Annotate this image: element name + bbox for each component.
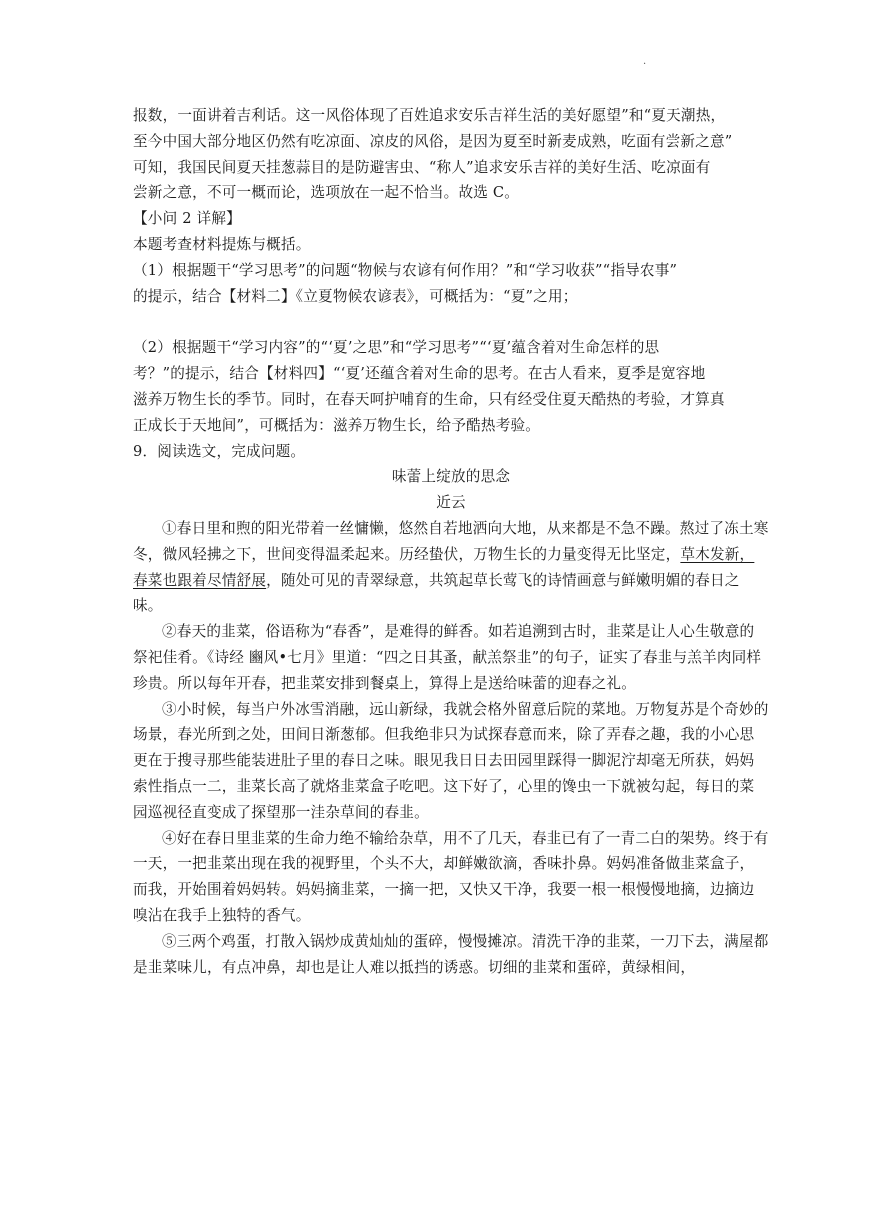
essay-title: 味蕾上绽放的思念 xyxy=(391,468,511,486)
essay-paragraph-5: ⑤三两个鸡蛋，打散入锅炒成黄灿灿的蛋碎，慢慢摊凉。清洗干净的韭菜，一刀下去，满屋都是韭菜味儿，有点冲鼻，却也是让人难以抵挡的诱惑。切细的韭菜和蛋碎，黄绿相间， xyxy=(133,932,769,976)
document-body xyxy=(133,103,769,980)
essay-paragraph-3: ③小时候，每当户外冰雪消融，远山新绿，我就会格外留意后院的菜地。万物复苏是个奇妙的场景，春光所到之处，田间日渐葱郁。但我绝非只为试探春意而来，除了弄春之趣，我的小心思更在于搜寻那些能装进肚子里的春日之味。眼见我日日去田园里踩得一脚泥泞却毫无所获，妈妈索性指点一二，韭菜长高了就烙韭菜盒子吃吧。这下好了，心里的馋虫一下就被勾起，每日的菜园巡视径直变成了探望那一洼杂草间的春韭。 xyxy=(133,700,769,821)
answer-line: 报数，一面讲着吉利话。这一风俗体现了百姓追求安乐吉祥生活的美好愿望”和“夏天潮热， xyxy=(133,107,726,124)
essay-paragraph-1 xyxy=(133,516,769,619)
point-2-line: （2）根据题干“学习内容”的“‘夏’之思”和“学习思考”“‘夏’蕴含着对生命怎样的思 xyxy=(133,339,660,357)
subquestion-intro: 本题考查材料提炼与概括。 xyxy=(133,235,311,253)
subquestion-heading: 【小问 2 详解】 xyxy=(133,210,241,228)
answer-line: 尝新之意，不可一概而论，选项放在一起不恰当。故选 C。 xyxy=(133,184,520,202)
paragraph-text: ，随处可见的青翠绿意，共筑起草长莺飞的诗情画意与鲜嫩明媚的春日之味。 xyxy=(133,571,740,615)
point-2-line: 考？”的提示，结合【材料四】“‘夏’还蕴含着对生命的思考。在古人看来，夏季是宽容地 xyxy=(133,365,706,383)
essay-author: 近云 xyxy=(436,494,466,512)
essay-paragraph-2: ②春天的韭菜，俗语称为“春香”，是难得的鲜香。如若追溯到古时，韭菜是让人心生敬意的祭祀佳肴。《诗经 豳风•七月》里道：“四之日其蚤，献羔祭韭”的句子，证实了春韭与羔羊肉同样珍贵。所以每年开春，把韭菜安排到餐桌上，算得上是送给味蕾的迎春之礼。 xyxy=(133,623,762,692)
point-2-line: 滋养万物生长的季节。同时，在春天呵护哺育的生命，只有经受住夏天酷热的考验，才算真 xyxy=(133,390,725,408)
page-mark: . xyxy=(643,56,647,67)
question-prompt: 9．阅读选文，完成问题。 xyxy=(133,442,306,460)
spacer xyxy=(133,309,769,335)
underlined-sentence: 草木发新，春菜也跟着尽情舒展 xyxy=(133,545,755,589)
essay-paragraph-4: ④好在春日里韭菜的生命力绝不输给杂草，用不了几天，春韭已有了一青二白的架势。终于有一天，一把韭菜出现在我的视野里，个头不大，却鲜嫩欲滴，香味扑鼻。妈妈准备做韭菜盒子，而我，开始围着妈妈转。妈妈摘韭菜，一摘一把，又快又干净，我要一根一根慢慢地摘，边摘边嗅沾在我手上独特的香气。 xyxy=(133,829,769,924)
answer-line: 至今中国大部分地区仍然有吃凉面、凉皮的风俗，是因为夏至时新麦成熟，吃面有尝新之意” xyxy=(133,132,733,150)
point-2-line: 正成长于天地间”，可概括为：滋养万物生长，给予酷热考验。 xyxy=(133,416,541,434)
paragraph-text: ①春日里和煦的阳光带着一丝慵懒，悠然自若地洒向大地，从来都是不急不躁。熬过了冻土寒冬，微风轻拂之下，世间变得温柔起来。历经蛰伏，万物生长的力量变得无比坚定， xyxy=(133,519,769,563)
point-1-line: （1）根据题干“学习思考”的问题“物候与农谚有何作用？”和“学习收获”“指导农事” xyxy=(133,261,678,279)
point-1-line: 的提示，结合【材料二】《立夏物候农谚表》，可概括为：“夏”之用； xyxy=(133,287,578,305)
answer-line: 可知，我国民间夏天挂葱蒜目的是防避害虫、“称人”追求安乐吉祥的美好生活、吃凉面有 xyxy=(133,158,711,176)
